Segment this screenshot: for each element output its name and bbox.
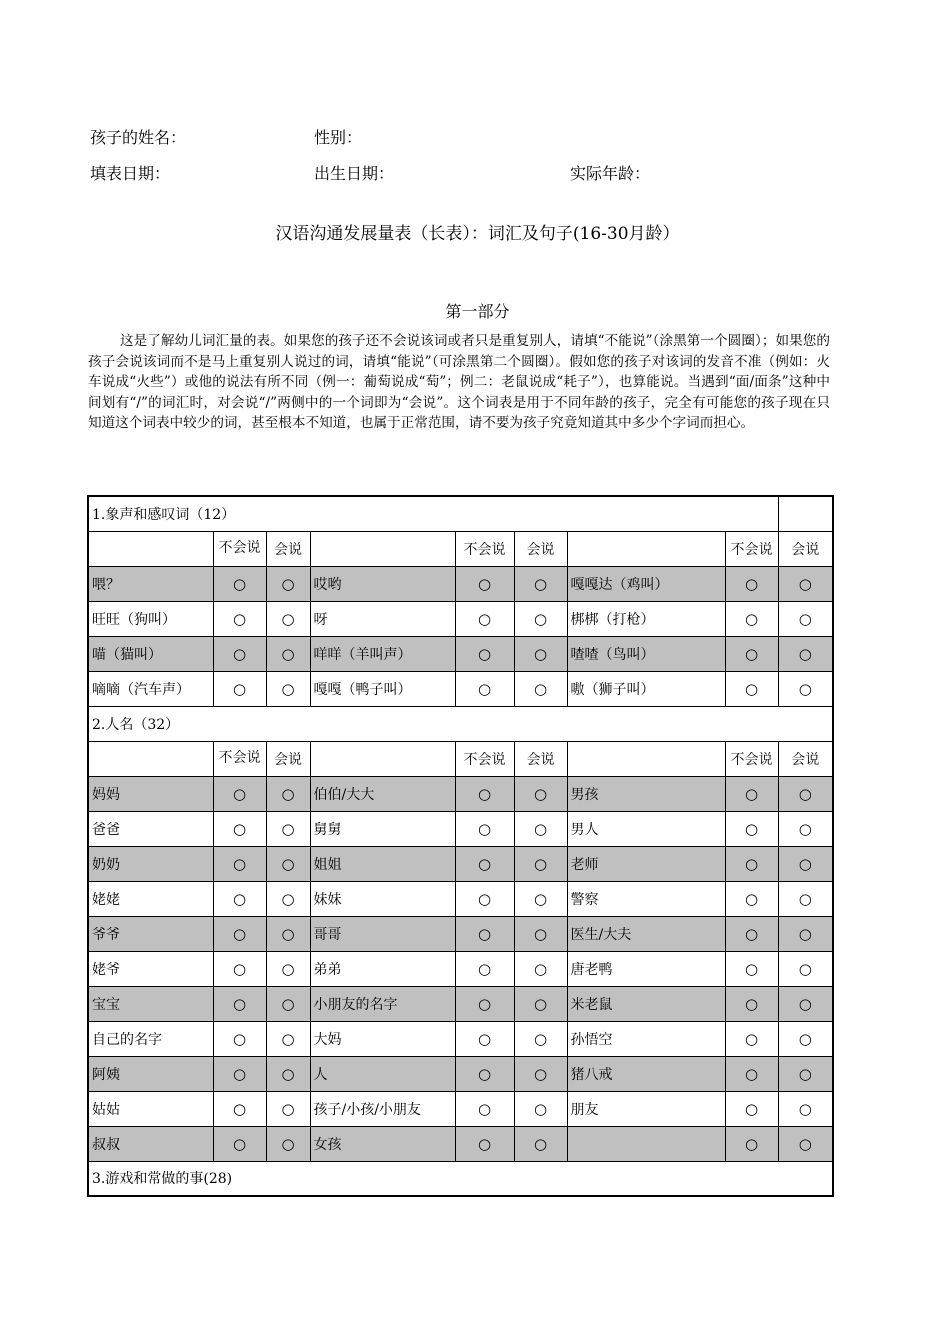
cannot-say-radio[interactable]: ○ xyxy=(455,566,514,601)
cannot-say-radio[interactable]: ○ xyxy=(213,566,266,601)
table-row xyxy=(88,776,833,811)
word-cell: 叔叔 xyxy=(88,1126,213,1161)
can-say-radio[interactable]: ○ xyxy=(514,636,567,671)
word-cell: 咩咩（羊叫声） xyxy=(310,636,455,671)
cannot-say-radio[interactable]: ○ xyxy=(725,881,778,916)
cannot-say-radio[interactable]: ○ xyxy=(455,1091,514,1126)
word-cell: 哎哟 xyxy=(310,566,455,601)
cannot-say-radio[interactable]: ○ xyxy=(725,1056,778,1091)
cannot-say-header: 不会说 xyxy=(455,531,514,566)
can-say-radio[interactable]: ○ xyxy=(514,986,567,1021)
word-cell: 旺旺（狗叫） xyxy=(88,601,213,636)
can-say-header: 会说 xyxy=(266,531,310,566)
cannot-say-radio[interactable]: ○ xyxy=(725,776,778,811)
cannot-say-radio[interactable]: ○ xyxy=(213,636,266,671)
word-column-header xyxy=(567,531,725,566)
can-say-radio[interactable]: ○ xyxy=(778,916,833,951)
cannot-say-radio[interactable]: ○ xyxy=(213,846,266,881)
cannot-say-radio[interactable]: ○ xyxy=(725,566,778,601)
section-title-row xyxy=(88,1161,833,1196)
can-say-radio[interactable]: ○ xyxy=(778,776,833,811)
cannot-say-radio[interactable]: ○ xyxy=(455,811,514,846)
word-cell: 宝宝 xyxy=(88,986,213,1021)
cannot-say-radio[interactable]: ○ xyxy=(213,811,266,846)
can-say-radio[interactable]: ○ xyxy=(778,671,833,706)
can-say-radio[interactable]: ○ xyxy=(778,566,833,601)
can-say-radio[interactable]: ○ xyxy=(778,1126,833,1161)
can-say-radio[interactable]: ○ xyxy=(778,1056,833,1091)
cannot-say-radio[interactable]: ○ xyxy=(455,671,514,706)
part-title: 第一部分 xyxy=(445,302,510,321)
cannot-say-radio[interactable]: ○ xyxy=(213,1126,266,1161)
can-say-radio[interactable]: ○ xyxy=(266,811,310,846)
can-say-radio[interactable]: ○ xyxy=(514,1126,567,1161)
word-column-header xyxy=(88,531,213,566)
can-say-radio[interactable]: ○ xyxy=(266,916,310,951)
table-row xyxy=(88,1021,833,1056)
word-cell: 小朋友的名字 xyxy=(310,986,455,1021)
actual-age-label: 实际年龄： xyxy=(570,164,651,183)
cannot-say-radio[interactable]: ○ xyxy=(455,1021,514,1056)
can-say-header: 会说 xyxy=(266,741,310,776)
word-cell: 米老鼠 xyxy=(567,986,725,1021)
can-say-radio[interactable]: ○ xyxy=(266,636,310,671)
can-say-radio[interactable]: ○ xyxy=(514,671,567,706)
can-say-radio[interactable]: ○ xyxy=(514,916,567,951)
word-cell: 唐老鸭 xyxy=(567,951,725,986)
cannot-say-radio[interactable]: ○ xyxy=(455,1126,514,1161)
can-say-radio[interactable]: ○ xyxy=(778,986,833,1021)
word-cell: 伯伯/大大 xyxy=(310,776,455,811)
word-cell: 喳喳（鸟叫） xyxy=(567,636,725,671)
empty-cell xyxy=(778,496,833,531)
word-cell xyxy=(567,1126,725,1161)
table-row xyxy=(88,916,833,951)
table-row xyxy=(88,1091,833,1126)
can-say-radio[interactable]: ○ xyxy=(266,951,310,986)
word-cell: 梆梆（打枪） xyxy=(567,601,725,636)
word-cell: 嘎嘎达（鸡叫） xyxy=(567,566,725,601)
table-row xyxy=(88,566,833,601)
can-say-header: 会说 xyxy=(778,531,833,566)
cannot-say-header: 不会说 xyxy=(213,741,266,776)
word-cell: 警察 xyxy=(567,881,725,916)
can-say-radio[interactable]: ○ xyxy=(266,776,310,811)
cannot-say-header: 不会说 xyxy=(725,531,778,566)
can-say-radio[interactable]: ○ xyxy=(266,1021,310,1056)
word-column-header xyxy=(88,741,213,776)
table-row xyxy=(88,846,833,881)
section-title: 1.象声和感叹词（12） xyxy=(88,496,778,531)
column-header-row xyxy=(88,741,833,776)
cannot-say-radio[interactable]: ○ xyxy=(725,916,778,951)
section-title-row xyxy=(88,496,833,531)
word-cell: 喂？ xyxy=(88,566,213,601)
table-row xyxy=(88,811,833,846)
cannot-say-radio[interactable]: ○ xyxy=(455,986,514,1021)
can-say-radio[interactable]: ○ xyxy=(266,566,310,601)
can-say-radio[interactable]: ○ xyxy=(514,1056,567,1091)
word-cell: 人 xyxy=(310,1056,455,1091)
table-row xyxy=(88,1126,833,1161)
can-say-radio[interactable]: ○ xyxy=(778,636,833,671)
can-say-radio[interactable]: ○ xyxy=(514,951,567,986)
can-say-radio[interactable]: ○ xyxy=(514,776,567,811)
word-cell: 女孩 xyxy=(310,1126,455,1161)
table-row xyxy=(88,951,833,986)
cannot-say-header: 不会说 xyxy=(725,741,778,776)
gender-label: 性别： xyxy=(314,128,363,147)
section-title: 3.游戏和常做的事(28) xyxy=(88,1161,833,1196)
word-cell: 老师 xyxy=(567,846,725,881)
can-say-radio[interactable]: ○ xyxy=(778,1091,833,1126)
can-say-radio[interactable]: ○ xyxy=(778,951,833,986)
cannot-say-radio[interactable]: ○ xyxy=(725,1021,778,1056)
table-row xyxy=(88,1056,833,1091)
cannot-say-radio[interactable]: ○ xyxy=(213,986,266,1021)
word-cell: 姥姥 xyxy=(88,881,213,916)
cannot-say-radio[interactable]: ○ xyxy=(213,776,266,811)
instructions-paragraph: 这是了解幼儿词汇量的表。如果您的孩子还不会说该词或者只是重复别人，请填“不能说”（涂黑第一个圆圈）；如果您的孩子会说该词而不是马上重复别人说过的词，请填“能说”（可涂黑第二个圆圈）。假如您的孩子对该词的发音不准（例如：火车说成“火些”）或他的说法有所不同（例一：葡萄说成“萄”；例二：老鼠说成“耗子”），也算能说。当遇到“面/面条”这种中间划有“/”的词汇时，对会说“/”两侧中的一个词即为“会说”。这个词表是用于不同年龄的孩子，完全有可能您的孩子现在只知道这个词表中较少的词，甚至根本不知道，也属于正常范围，请不要为孩子究竟知道其中多少个字词而担心。 xyxy=(88,333,830,431)
word-cell: 爸爸 xyxy=(88,811,213,846)
cannot-say-radio[interactable]: ○ xyxy=(725,951,778,986)
cannot-say-radio[interactable]: ○ xyxy=(455,951,514,986)
can-say-radio[interactable]: ○ xyxy=(514,1021,567,1056)
word-cell: 男孩 xyxy=(567,776,725,811)
word-cell: 妈妈 xyxy=(88,776,213,811)
cannot-say-radio[interactable]: ○ xyxy=(455,636,514,671)
word-cell: 弟弟 xyxy=(310,951,455,986)
cannot-say-radio[interactable]: ○ xyxy=(725,636,778,671)
can-say-radio[interactable]: ○ xyxy=(778,1021,833,1056)
cannot-say-header: 不会说 xyxy=(455,741,514,776)
word-cell: 哥哥 xyxy=(310,916,455,951)
cannot-say-radio[interactable]: ○ xyxy=(455,916,514,951)
can-say-radio[interactable]: ○ xyxy=(514,601,567,636)
can-say-radio[interactable]: ○ xyxy=(778,881,833,916)
word-cell: 大妈 xyxy=(310,1021,455,1056)
word-cell: 姐姐 xyxy=(310,846,455,881)
can-say-radio[interactable]: ○ xyxy=(266,1091,310,1126)
child-name-label: 孩子的姓名： xyxy=(90,128,187,147)
section-title: 2.人名（32） xyxy=(88,706,833,741)
word-cell: 自己的名字 xyxy=(88,1021,213,1056)
word-cell: 孩子/小孩/小朋友 xyxy=(310,1091,455,1126)
word-cell: 嘎嘎（鸭子叫） xyxy=(310,671,455,706)
can-say-radio[interactable]: ○ xyxy=(266,881,310,916)
word-cell: 孙悟空 xyxy=(567,1021,725,1056)
cannot-say-radio[interactable]: ○ xyxy=(213,916,266,951)
cannot-say-radio[interactable]: ○ xyxy=(455,776,514,811)
can-say-radio[interactable]: ○ xyxy=(514,881,567,916)
fill-date-label: 填表日期： xyxy=(90,164,171,183)
word-cell: 舅舅 xyxy=(310,811,455,846)
cannot-say-radio[interactable]: ○ xyxy=(213,1091,266,1126)
table-row xyxy=(88,601,833,636)
word-cell: 男人 xyxy=(567,811,725,846)
vocabulary-table xyxy=(87,495,834,1197)
cannot-say-radio[interactable]: ○ xyxy=(455,601,514,636)
can-say-radio[interactable]: ○ xyxy=(266,1056,310,1091)
cannot-say-radio[interactable]: ○ xyxy=(213,1021,266,1056)
word-cell: 医生/大夫 xyxy=(567,916,725,951)
word-cell: 奶奶 xyxy=(88,846,213,881)
can-say-radio[interactable]: ○ xyxy=(266,846,310,881)
can-say-radio[interactable]: ○ xyxy=(514,566,567,601)
word-column-header xyxy=(567,741,725,776)
cannot-say-radio[interactable]: ○ xyxy=(725,1126,778,1161)
word-cell: 嘀嘀（汽车声） xyxy=(88,671,213,706)
can-say-radio[interactable]: ○ xyxy=(514,811,567,846)
word-cell: 姑姑 xyxy=(88,1091,213,1126)
can-say-radio[interactable]: ○ xyxy=(266,986,310,1021)
word-cell: 朋友 xyxy=(567,1091,725,1126)
cannot-say-radio[interactable]: ○ xyxy=(725,811,778,846)
section-title-row xyxy=(88,706,833,741)
column-header-row xyxy=(88,531,833,566)
cannot-say-radio[interactable]: ○ xyxy=(213,881,266,916)
cannot-say-radio[interactable]: ○ xyxy=(725,986,778,1021)
cannot-say-radio[interactable]: ○ xyxy=(213,601,266,636)
cannot-say-radio[interactable]: ○ xyxy=(213,1056,266,1091)
word-cell: 爷爷 xyxy=(88,916,213,951)
cannot-say-radio[interactable]: ○ xyxy=(725,1091,778,1126)
can-say-radio[interactable]: ○ xyxy=(514,846,567,881)
word-cell: 妹妹 xyxy=(310,881,455,916)
table-row xyxy=(88,986,833,1021)
word-cell: 姥爷 xyxy=(88,951,213,986)
cannot-say-radio[interactable]: ○ xyxy=(725,601,778,636)
word-cell: 喵（猫叫） xyxy=(88,636,213,671)
can-say-header: 会说 xyxy=(778,741,833,776)
table-row xyxy=(88,671,833,706)
cannot-say-radio[interactable]: ○ xyxy=(455,881,514,916)
cannot-say-radio[interactable]: ○ xyxy=(725,671,778,706)
cannot-say-radio[interactable]: ○ xyxy=(213,951,266,986)
table-row xyxy=(88,636,833,671)
can-say-radio[interactable]: ○ xyxy=(266,671,310,706)
cannot-say-radio[interactable]: ○ xyxy=(213,671,266,706)
birth-date-label: 出生日期： xyxy=(314,164,395,183)
can-say-radio[interactable]: ○ xyxy=(266,1126,310,1161)
can-say-radio[interactable]: ○ xyxy=(778,601,833,636)
cannot-say-header: 不会说 xyxy=(213,531,266,566)
can-say-radio[interactable]: ○ xyxy=(514,1091,567,1126)
cannot-say-radio[interactable]: ○ xyxy=(455,1056,514,1091)
word-cell: 嗷（狮子叫） xyxy=(567,671,725,706)
table-row xyxy=(88,881,833,916)
can-say-header: 会说 xyxy=(514,741,567,776)
form-title: 汉语沟通发展量表（长表）：词汇及句子(16-30月龄） xyxy=(275,224,680,244)
cannot-say-radio[interactable]: ○ xyxy=(725,846,778,881)
can-say-radio[interactable]: ○ xyxy=(266,601,310,636)
cannot-say-radio[interactable]: ○ xyxy=(455,846,514,881)
can-say-header: 会说 xyxy=(514,531,567,566)
can-say-radio[interactable]: ○ xyxy=(778,846,833,881)
word-column-header xyxy=(310,531,455,566)
word-cell: 猪八戒 xyxy=(567,1056,725,1091)
can-say-radio[interactable]: ○ xyxy=(778,811,833,846)
word-cell: 阿姨 xyxy=(88,1056,213,1091)
word-column-header xyxy=(310,741,455,776)
word-cell: 呀 xyxy=(310,601,455,636)
